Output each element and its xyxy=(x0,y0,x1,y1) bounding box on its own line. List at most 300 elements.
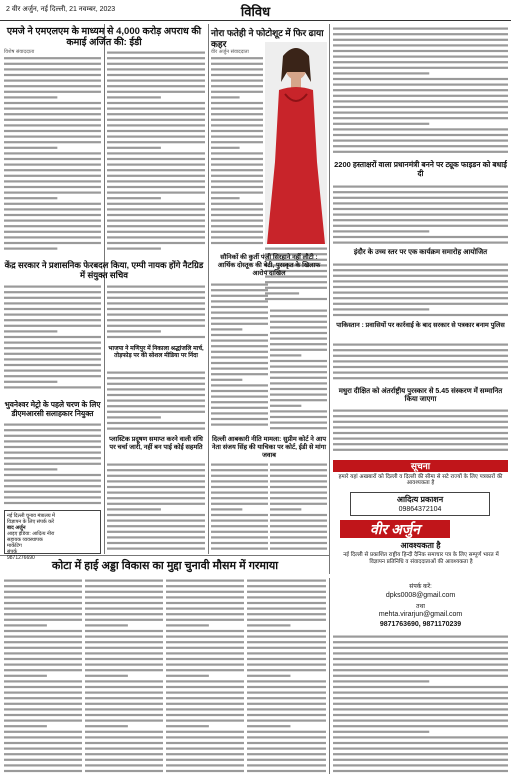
article-body xyxy=(247,578,326,774)
text-line xyxy=(247,636,326,638)
text-line xyxy=(107,236,205,238)
text-line xyxy=(211,284,268,286)
text-line xyxy=(247,658,326,660)
text-line xyxy=(333,100,508,102)
text-line xyxy=(4,236,101,238)
text-line xyxy=(107,286,205,288)
text-line xyxy=(166,692,244,694)
text-line xyxy=(4,102,101,104)
text-line xyxy=(166,708,244,710)
text-line xyxy=(4,231,101,233)
text-line xyxy=(85,686,163,688)
text-line xyxy=(270,497,327,499)
article-body xyxy=(4,422,101,506)
text-line xyxy=(107,422,205,424)
text-line xyxy=(211,197,240,199)
text-line xyxy=(166,669,244,671)
text-line xyxy=(333,714,508,716)
text-line xyxy=(211,186,263,188)
text-line xyxy=(211,141,263,143)
text-line xyxy=(107,74,205,76)
text-line xyxy=(4,91,101,93)
text-line xyxy=(211,91,263,93)
text-line xyxy=(85,714,163,716)
text-line xyxy=(270,492,327,494)
text-line xyxy=(4,136,101,138)
text-line xyxy=(270,405,301,407)
text-line xyxy=(211,390,268,392)
text-line xyxy=(333,67,508,69)
text-line xyxy=(333,297,508,299)
text-line xyxy=(211,208,263,210)
text-line xyxy=(4,742,82,744)
text-line xyxy=(211,384,268,386)
text-line xyxy=(107,124,205,126)
text-line xyxy=(211,396,268,398)
text-line xyxy=(4,197,57,199)
text-line xyxy=(211,464,268,466)
text-line xyxy=(333,686,508,688)
text-line xyxy=(333,703,508,705)
text-line xyxy=(333,421,508,423)
text-line xyxy=(85,692,163,694)
section-title: विविध xyxy=(240,5,271,20)
text-line xyxy=(247,764,326,766)
text-line xyxy=(211,418,268,420)
text-line xyxy=(333,725,508,727)
text-line xyxy=(107,108,205,110)
text-line xyxy=(270,366,327,368)
text-lines xyxy=(211,462,268,552)
text-line xyxy=(333,314,508,316)
text-line xyxy=(247,647,326,649)
text-line xyxy=(4,147,57,149)
text-line xyxy=(166,742,244,744)
text-line xyxy=(333,344,508,346)
text-line xyxy=(4,491,101,493)
text-line xyxy=(333,275,508,277)
article-headline: दिल्ली आबकारी नीति मामला: सुप्रीम कोर्ट ने आप नेता संजय सिंह की याचिका पर कोर्ट, ईडी से मांगा जवाब xyxy=(211,436,327,459)
text-line xyxy=(211,180,263,182)
article-body xyxy=(85,578,163,774)
and-label: तथा xyxy=(416,604,425,610)
text-line xyxy=(211,407,268,409)
text-line xyxy=(247,692,326,694)
text-line xyxy=(247,748,326,750)
text-line xyxy=(333,360,508,362)
text-line xyxy=(85,591,163,593)
text-line xyxy=(166,613,244,615)
article-body xyxy=(4,50,101,255)
column-divider xyxy=(329,24,330,574)
text-line xyxy=(85,630,163,632)
text-line xyxy=(247,580,326,582)
text-line xyxy=(247,720,326,722)
text-line xyxy=(211,351,268,353)
text-line xyxy=(211,340,268,342)
notice-line: आइए इंडिया: आदित्य नीरा xyxy=(7,531,55,537)
text-line xyxy=(4,74,101,76)
text-line xyxy=(211,158,263,160)
text-line xyxy=(333,377,508,379)
text-line xyxy=(333,286,508,288)
text-line xyxy=(4,496,101,498)
text-line xyxy=(4,669,82,671)
text-lines xyxy=(107,370,205,432)
text-line xyxy=(4,692,82,694)
text-line xyxy=(4,325,101,327)
text-line xyxy=(4,675,47,677)
text-line xyxy=(107,542,205,544)
text-line xyxy=(107,220,205,222)
text-lines xyxy=(333,184,508,246)
email-1[interactable]: dpks0008@gmail.com xyxy=(385,592,456,599)
text-line xyxy=(4,686,82,688)
text-line xyxy=(166,591,244,593)
article-headline: केंद्र सरकार ने प्रशासनिक फेरबदल किया, एम्पी नायक होंगे नैटग्रिड में संयुक्त सचिव xyxy=(4,260,204,280)
text-line xyxy=(85,608,163,610)
text-line xyxy=(4,770,82,772)
text-line xyxy=(333,664,508,666)
text-line xyxy=(85,580,163,582)
text-lines xyxy=(85,578,163,774)
text-line xyxy=(333,39,508,41)
text-line xyxy=(85,770,163,772)
text-line xyxy=(333,748,508,750)
article-headline: प्लास्टिक प्रदूषण समाप्त करने वाली संधि पर चर्चा जारी, नहीं बन पाई कोई सहमति xyxy=(109,436,203,451)
text-line xyxy=(211,124,263,126)
text-lines xyxy=(4,578,82,774)
text-line xyxy=(166,652,244,654)
text-line xyxy=(85,647,163,649)
text-line xyxy=(4,347,101,349)
text-line xyxy=(4,664,82,666)
article-body xyxy=(166,578,244,774)
text-line xyxy=(166,658,244,660)
notice-line: सहायक व्यवस्थापक xyxy=(7,537,43,543)
text-line xyxy=(333,731,429,733)
text-lines xyxy=(333,262,508,320)
text-line xyxy=(211,379,242,381)
text-line xyxy=(211,225,263,227)
text-line xyxy=(85,748,163,750)
text-line xyxy=(333,432,508,434)
text-line xyxy=(247,669,326,671)
text-line xyxy=(270,486,327,488)
text-line xyxy=(211,323,268,325)
text-line xyxy=(166,753,244,755)
text-lines xyxy=(107,50,205,255)
article-body xyxy=(333,408,508,458)
text-line xyxy=(107,68,205,70)
text-line xyxy=(4,457,101,459)
text-line xyxy=(85,753,163,755)
text-line xyxy=(4,440,101,442)
text-line xyxy=(333,50,508,52)
text-line xyxy=(85,759,163,761)
text-line xyxy=(270,542,327,544)
text-line xyxy=(333,140,508,142)
text-line xyxy=(270,310,327,312)
text-line xyxy=(247,652,326,654)
text-line xyxy=(107,180,205,182)
text-line xyxy=(4,736,82,738)
text-line xyxy=(107,203,205,205)
text-line xyxy=(4,652,82,654)
text-line xyxy=(4,214,101,216)
text-line xyxy=(333,355,508,357)
text-line xyxy=(4,169,101,171)
text-line xyxy=(107,394,205,396)
text-line xyxy=(107,141,205,143)
text-line xyxy=(4,386,101,388)
text-line xyxy=(107,85,205,87)
publisher-box xyxy=(350,492,490,516)
text-line xyxy=(4,220,101,222)
text-line xyxy=(4,480,101,482)
article-body xyxy=(333,262,508,320)
text-line xyxy=(4,291,101,293)
text-line xyxy=(211,236,263,238)
text-line xyxy=(107,492,205,494)
text-line xyxy=(107,208,205,210)
text-line xyxy=(85,664,163,666)
text-line xyxy=(211,300,268,302)
text-line xyxy=(4,748,82,750)
text-line xyxy=(4,429,101,431)
article-body xyxy=(107,284,205,342)
text-line xyxy=(85,725,128,727)
text-line xyxy=(107,147,161,149)
text-line xyxy=(333,264,508,266)
text-line xyxy=(333,117,508,119)
text-line xyxy=(211,96,240,98)
text-lines xyxy=(107,284,205,342)
article-body xyxy=(4,284,101,392)
text-line xyxy=(211,475,268,477)
text-line xyxy=(333,366,508,368)
text-line xyxy=(107,169,205,171)
text-line xyxy=(211,312,268,314)
text-line xyxy=(333,636,508,638)
text-line xyxy=(4,141,101,143)
text-line xyxy=(107,197,161,199)
text-line xyxy=(107,548,205,550)
text-lines xyxy=(4,50,101,255)
text-line xyxy=(247,703,326,705)
text-line xyxy=(247,686,326,688)
text-line xyxy=(4,68,101,70)
text-line xyxy=(211,424,268,426)
text-line xyxy=(85,624,128,626)
text-line xyxy=(247,742,326,744)
text-line xyxy=(4,308,101,310)
text-line xyxy=(107,91,205,93)
text-line xyxy=(107,514,205,516)
text-line xyxy=(4,753,82,755)
page-info: 2 वीर अर्जुन, नई दिल्ली, 21 नवम्बर, 2023 xyxy=(6,6,116,13)
text-line xyxy=(247,770,326,772)
text-line xyxy=(333,128,508,130)
text-line xyxy=(85,675,128,677)
email-2[interactable]: mehta.virarjun@gmail.com xyxy=(378,611,463,618)
article-body xyxy=(211,462,268,552)
notice-line: बाद अर्जुन xyxy=(7,525,26,531)
text-line xyxy=(166,759,244,761)
text-line xyxy=(211,295,268,297)
text-line xyxy=(85,585,163,587)
text-line xyxy=(211,328,242,330)
text-line xyxy=(4,57,101,59)
article-headline: एमजे ने एमएलएम के माध्यम से 4,000 करोड़ अपराध की कमाई अर्जित की: ईडी xyxy=(6,26,202,48)
text-line xyxy=(166,686,244,688)
text-line xyxy=(211,412,268,414)
contact-label: संपर्क करें: xyxy=(409,584,432,590)
text-line xyxy=(166,608,244,610)
text-line xyxy=(85,731,163,733)
article-body xyxy=(211,50,263,250)
text-line xyxy=(107,214,205,216)
text-line xyxy=(85,596,163,598)
text-line xyxy=(333,692,508,694)
text-line xyxy=(4,697,82,699)
text-line xyxy=(333,280,508,282)
text-line xyxy=(333,236,508,238)
text-line xyxy=(107,520,205,522)
text-line xyxy=(270,536,327,538)
text-line xyxy=(333,44,508,46)
text-line xyxy=(333,225,508,227)
text-line xyxy=(333,28,508,30)
text-line xyxy=(211,220,263,222)
text-line xyxy=(4,353,101,355)
nora-photo xyxy=(265,42,327,244)
article-headline: भुवनेश्वर मेट्रो के पहले चरण के लिए डीएमआरसी सलाहकार नियुक्त xyxy=(4,400,101,418)
text-line xyxy=(333,652,508,654)
text-line xyxy=(107,336,205,338)
text-line xyxy=(211,108,263,110)
text-line xyxy=(265,248,327,250)
text-line xyxy=(265,281,327,283)
text-line xyxy=(166,714,244,716)
notice-line: मार्केटिंग xyxy=(7,543,22,549)
text-line xyxy=(333,426,508,428)
text-line xyxy=(333,202,508,204)
text-line xyxy=(333,742,508,744)
text-line xyxy=(166,636,244,638)
text-line xyxy=(247,630,326,632)
text-line xyxy=(4,124,101,126)
text-line xyxy=(4,591,82,593)
text-line xyxy=(333,191,508,193)
text-line xyxy=(333,449,508,451)
text-line xyxy=(265,292,299,294)
text-line xyxy=(333,292,508,294)
text-line xyxy=(107,52,205,54)
text-line xyxy=(4,435,101,437)
text-line xyxy=(333,230,429,232)
text-lines xyxy=(333,26,508,158)
text-line xyxy=(107,248,161,250)
text-line xyxy=(85,613,163,615)
text-line xyxy=(247,759,326,761)
text-line xyxy=(4,381,57,383)
text-line xyxy=(4,708,82,710)
text-line xyxy=(166,675,209,677)
text-line xyxy=(85,658,163,660)
text-line xyxy=(4,613,82,615)
text-line xyxy=(166,720,244,722)
text-line xyxy=(4,619,82,621)
text-line xyxy=(270,548,327,550)
text-line xyxy=(211,102,263,104)
text-line xyxy=(107,231,205,233)
text-line xyxy=(211,164,263,166)
text-line xyxy=(211,508,242,510)
text-line xyxy=(107,480,205,482)
text-line xyxy=(270,354,301,356)
text-line xyxy=(247,725,290,727)
text-line xyxy=(4,186,101,188)
text-line xyxy=(247,664,326,666)
text-line xyxy=(107,308,205,310)
text-line xyxy=(166,703,244,705)
text-line xyxy=(211,497,268,499)
text-line xyxy=(107,136,205,138)
text-line xyxy=(166,641,244,643)
notice-line: विज्ञापन के लिए संपर्क करें xyxy=(7,519,54,525)
text-line xyxy=(166,731,244,733)
text-line xyxy=(107,242,205,244)
text-line xyxy=(265,298,327,300)
text-line xyxy=(4,297,101,299)
text-line xyxy=(4,714,82,716)
text-line xyxy=(166,680,244,682)
text-line xyxy=(85,697,163,699)
text-line xyxy=(107,475,205,477)
text-line xyxy=(270,332,327,334)
text-line xyxy=(211,175,263,177)
text-line xyxy=(247,697,326,699)
text-line xyxy=(333,647,508,649)
text-line xyxy=(333,33,508,35)
text-line xyxy=(107,102,205,104)
column-divider xyxy=(329,578,330,774)
text-line xyxy=(270,360,327,362)
text-line xyxy=(211,373,268,375)
text-lines xyxy=(166,578,244,774)
text-line xyxy=(107,503,205,505)
article-body xyxy=(107,462,205,552)
text-lines xyxy=(211,282,268,432)
article-byline: वीर अर्जुन संवाददाता xyxy=(211,49,249,55)
text-line xyxy=(4,502,101,504)
text-line xyxy=(4,585,82,587)
article-body xyxy=(333,26,508,158)
text-line xyxy=(333,208,508,210)
text-line xyxy=(333,669,508,671)
text-line xyxy=(247,619,326,621)
text-line xyxy=(4,203,101,205)
text-line xyxy=(270,416,327,418)
text-line xyxy=(85,636,163,638)
notice-text: हमारे यहां अखबारों को दिल्ली व दिल्ली की सीमा से सटे राज्यों के लिए पत्रकारों की आवश्यकता है xyxy=(338,474,503,486)
text-line xyxy=(107,96,161,98)
text-line xyxy=(107,428,205,430)
text-line xyxy=(166,725,209,727)
text-line xyxy=(211,63,263,65)
article-body xyxy=(333,634,508,774)
